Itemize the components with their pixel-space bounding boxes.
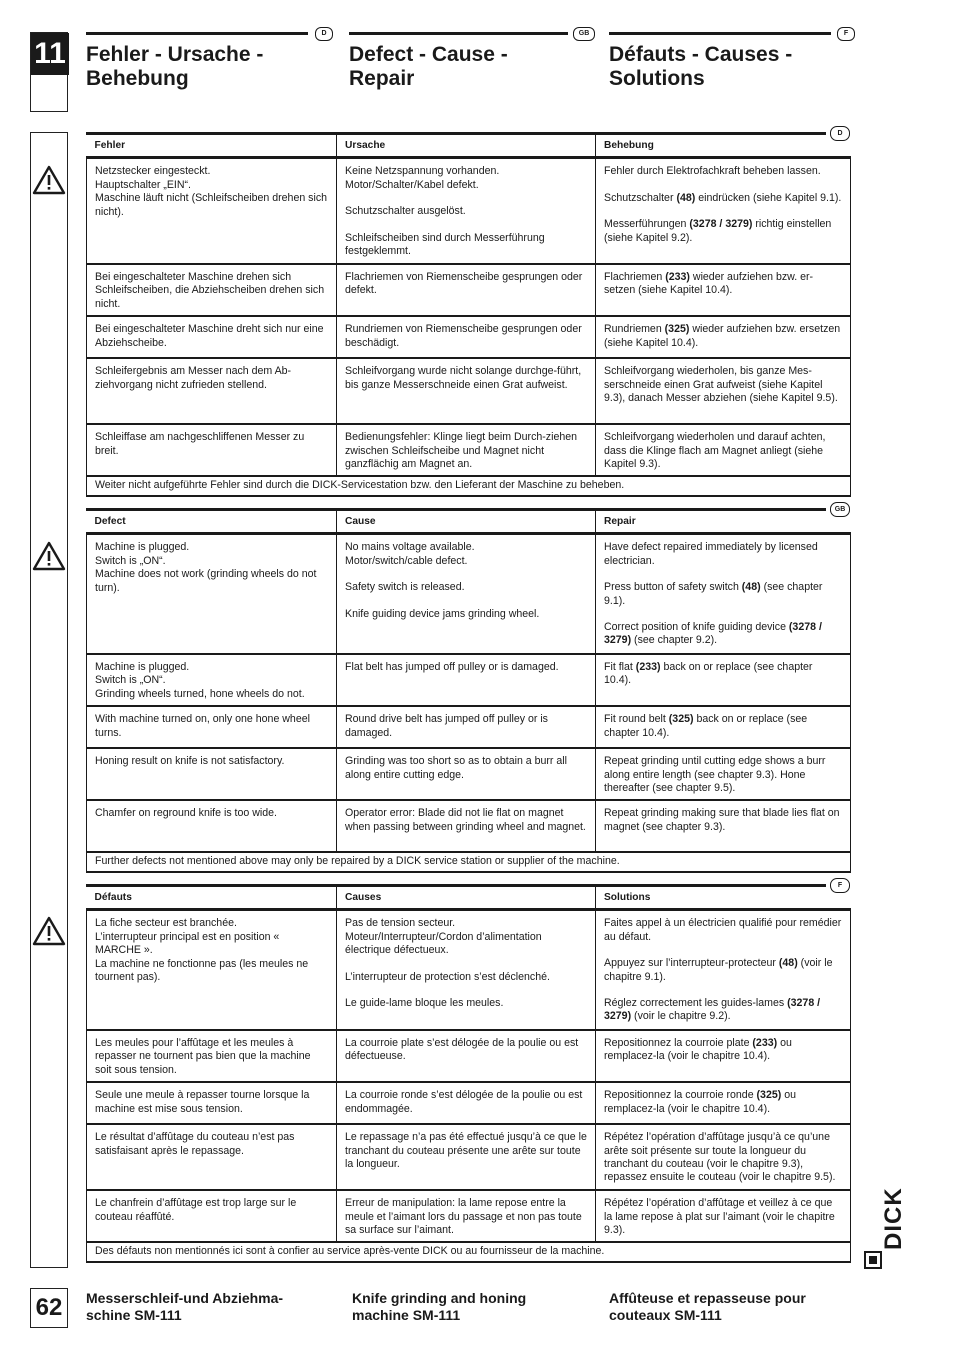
table-footer-row [87, 1242, 851, 1261]
part-number: (233) [752, 1036, 778, 1049]
table-row [87, 424, 851, 476]
cell-paragraph [604, 957, 842, 984]
table-row [87, 654, 851, 706]
fix-cell [596, 1190, 851, 1242]
table-row [87, 158, 851, 264]
cell-paragraph [604, 365, 842, 405]
fix-cell [596, 1082, 851, 1124]
fault-cell [87, 158, 337, 264]
column-header: Causes [337, 887, 596, 910]
table-row [87, 748, 851, 800]
text-run: Répétez l’opération d’affûtage jusqu’à ce qu’une arête soit présente sur toute la longueur du tranchant du couteau (voir le chapitre 9.3), repassez ensuite le couteau (voir le chapitre 9.5). [604, 1131, 836, 1184]
fault-cell [87, 1190, 337, 1242]
text-run: (voir le chapitre 9.2). [631, 1010, 731, 1023]
cell-paragraph: With machine turned on, only one hone wheel turns. [95, 713, 310, 739]
fix-cell [596, 158, 851, 264]
table-header-row [87, 135, 851, 158]
fix-cell [596, 800, 851, 852]
footer-title-fr: Affûteuse et repasseuse pour couteaux SM-111 [609, 1290, 806, 1323]
cell-paragraph [604, 1197, 842, 1237]
text-run: Have defect repaired immediately by licensed electrician. [604, 541, 818, 567]
text-run: Répétez l’opération d’affûtage et veillez à ce que la lame repose à plat sur l’aimant (voir le chapitre 9.3). [604, 1197, 835, 1236]
warning-icon [32, 915, 66, 947]
table [86, 135, 851, 497]
column-header: Ursache [337, 135, 596, 158]
text-run: Messerführungen [604, 218, 690, 231]
cell-paragraph [604, 581, 842, 608]
cause-cell [337, 1124, 596, 1190]
cause-cell [337, 748, 596, 800]
cell-paragraph: Le repassage n’a pas été effectué jusqu’à ce que le tranchant du couteau présente une arête sur toute la longueur. [345, 1131, 587, 1170]
table-row [87, 264, 851, 316]
cell-paragraph: Knife guiding device jams grinding wheel. [345, 607, 540, 620]
cell-paragraph: Le guide-lame bloque les meules. [345, 997, 504, 1010]
cell-paragraph: Netzstecker eingesteckt. Hauptschalter „EIN“. Maschine läuft nicht (Schleifscheiben drehen sich nicht). [95, 165, 328, 218]
text-run: wieder aufziehen bzw. ersetzen (siehe Kapitel 10.4). [604, 323, 841, 349]
warning-icon [32, 540, 66, 572]
fix-cell [596, 534, 851, 654]
column-header: Fehler [87, 135, 337, 158]
page-title: Defect - Cause - Repair [349, 43, 508, 90]
fault-cell [87, 654, 337, 706]
table-row [87, 1082, 851, 1124]
fault-cell [87, 706, 337, 748]
fault-cell [87, 534, 337, 654]
table-footer-note: Weiter nicht aufgeführte Fehler sind durch die DICK-Servicestation bzw. den Lieferant der Maschine zu beheben. [87, 476, 851, 495]
part-number: (48) [676, 191, 696, 204]
text-run: Schleifvorgang wiederholen, bis ganze Mes-serschneide einen Grat aufweist (siehe Kapitel 9.3), danach Messer abziehen (siehe Kapitel 9.5). [604, 365, 838, 404]
lang-badge: GB [830, 502, 850, 517]
part-number: (48) [741, 581, 761, 594]
cause-cell [337, 264, 596, 316]
cell-paragraph: Chamfer on reground knife is too wide. [95, 807, 277, 820]
page-title: Défauts - Causes - Solutions [609, 43, 793, 90]
part-number: (325) [664, 323, 690, 336]
text-run: Faites appel à un électricien qualifié pour remédier au défaut. [604, 917, 842, 943]
chapter-number: 11 [31, 33, 69, 75]
cell-paragraph: La fiche secteur est branchée. L’interrupteur principal est en position « MARCHE ». La machine ne fonctionne pas (les meules ne tournent pas). [95, 917, 309, 984]
cell-paragraph [604, 165, 842, 178]
cell-paragraph [604, 1037, 842, 1064]
fix-cell [596, 358, 851, 424]
fix-cell [596, 706, 851, 748]
text-run: Flachriemen [604, 270, 666, 283]
fix-cell [596, 316, 851, 358]
part-number: (3278 / 3279) [604, 997, 821, 1023]
fault-cell [87, 1124, 337, 1190]
column-header: Defect [87, 511, 337, 534]
fix-cell [596, 264, 851, 316]
cell-paragraph [604, 713, 842, 740]
part-number: (325) [756, 1089, 782, 1102]
table-row [87, 316, 851, 358]
cell-paragraph: Flat belt has jumped off pulley or is damaged. [345, 660, 559, 673]
cell-paragraph: Round drive belt has jumped off pulley or is damaged. [345, 713, 548, 739]
cell-paragraph: Rundriemen von Riemenscheibe gesprungen oder beschädigt. [345, 323, 582, 349]
text-run: Appuyez sur l’interrupteur-protecteur [604, 957, 779, 970]
brand-logo-text: DICK [880, 1187, 907, 1250]
text-run: Schutzschalter [604, 191, 677, 204]
lang-badge: D [830, 126, 850, 141]
cell-paragraph: Machine is plugged. Switch is „ON“. Grinding wheels turned, hone wheels do not. [95, 660, 305, 700]
cell-paragraph: Operator error: Blade did not lie flat on magnet when passing between grinding wheel and magnet. [345, 807, 586, 833]
page-number: 62 [30, 1288, 68, 1328]
cell-paragraph: No mains voltage available. Motor/switch/cable defect. [345, 541, 475, 567]
table-row [87, 910, 851, 1030]
cell-paragraph: Safety switch is released. [345, 581, 465, 594]
cell-paragraph: Schleifscheiben sind durch Messerführung festgeklemmt. [345, 231, 545, 258]
cause-cell [337, 358, 596, 424]
cause-cell [337, 316, 596, 358]
text-run: (see chapter 9.1). [604, 581, 823, 607]
cell-paragraph [604, 218, 842, 245]
cell-paragraph: Machine is plugged. Switch is „ON“. Machine does not work (grinding wheels do not turn). [95, 541, 317, 594]
part-number: (325) [668, 713, 694, 726]
text-run: Repeat grinding until cutting edge shows a burr along entire length (see chapter 9.3). Hone thereafter (see chapter 9.5). [604, 755, 826, 794]
text-run: Repositionnez la courroie ronde [604, 1089, 757, 1102]
cell-paragraph: Bedienungsfehler: Klinge liegt beim Durch-ziehen zwischen Schleifscheibe und Magnet nicht ganzflächig am Magnet an. [345, 431, 578, 470]
cell-paragraph [604, 997, 842, 1024]
text-run: (voir le chapitre 9.1). [604, 957, 833, 983]
text-run: Press button of safety switch [604, 581, 742, 594]
cell-paragraph [604, 541, 842, 568]
table-row [87, 1030, 851, 1082]
text-run: Rundriemen [604, 323, 665, 336]
table-header-row [87, 511, 851, 534]
table [86, 887, 851, 1263]
text-run: richtig einstellen (siehe Kapitel 9.2). [604, 218, 832, 244]
column-header: Behebung [596, 135, 851, 158]
lang-badge: F [837, 27, 855, 41]
fault-cell [87, 748, 337, 800]
chapter-box [30, 32, 68, 112]
fix-cell [596, 748, 851, 800]
fault-cell [87, 800, 337, 852]
cell-paragraph: Schutzschalter ausgelöst. [345, 205, 466, 218]
text-run: Schleifvorgang wiederholen und darauf achten, dass die Klinge flach am Magnet anliegt (siehe Kapitel 9.3). [604, 431, 826, 470]
text-run: Repeat grinding making sure that blade lies flat on magnet (see chapter 9.3). [604, 807, 840, 833]
table-row [87, 534, 851, 654]
table-row [87, 706, 851, 748]
cause-cell [337, 1082, 596, 1124]
cell-paragraph: Erreur de manipulation: la lame repose entre la meule et l’aimant lors du passage et non pas toute sa surface sur l’aimant. [345, 1197, 582, 1236]
cell-paragraph [604, 755, 842, 795]
cell-paragraph: Grinding was too short so as to obtain a burr all along entire cutting edge. [345, 755, 567, 781]
fault-cell [87, 424, 337, 476]
footer-title-de: Messerschleif-und Abziehma- schine SM-111 [86, 1290, 284, 1323]
cause-cell [337, 910, 596, 1030]
text-run: Fehler durch Elektrofachkraft beheben lassen. [604, 165, 821, 178]
cell-paragraph: Schleifergebnis am Messer nach dem Ab-ziehvorgang nicht zufrieden stellend. [95, 365, 292, 391]
lang-badge: D [315, 27, 333, 41]
column-header: Repair [596, 511, 851, 534]
table-footer-row [87, 852, 851, 871]
cause-cell [337, 800, 596, 852]
cell-paragraph: Honing result on knife is not satisfactory. [95, 755, 285, 768]
cell-paragraph [604, 917, 842, 944]
text-run: ou remplacez-la (voir le chapitre 10.4). [604, 1036, 792, 1063]
table-row [87, 1190, 851, 1242]
part-number: (233) [665, 270, 690, 283]
lang-badge: GB [573, 27, 595, 41]
part-number: (3278 / 3279) [604, 621, 822, 647]
cell-paragraph: Schleifvorgang wurde nicht solange durchge-führt, bis ganze Messerschneide einen Grat aufweist. [345, 365, 582, 391]
table-footer-note: Further defects not mentioned above may only be repaired by a DICK service station or supplier of the machine. [87, 852, 851, 871]
column-header: Solutions [596, 887, 851, 910]
cause-cell [337, 424, 596, 476]
fault-cell [87, 358, 337, 424]
table-footer-row [87, 476, 851, 495]
cause-cell [337, 706, 596, 748]
side-strip [30, 132, 68, 1268]
cause-cell [337, 1190, 596, 1242]
cell-paragraph: Schleiffase am nachgeschliffenen Messer zu breit. [95, 431, 305, 457]
fault-cell [87, 264, 337, 316]
text-run: Réglez correctement les guides-lames [604, 997, 788, 1010]
cell-paragraph [604, 661, 842, 688]
table-row [87, 358, 851, 424]
text-run: back on or replace (see chapter 10.4). [604, 660, 813, 687]
cell-paragraph: Le résultat d’affûtage du couteau n’est pas satisfaisant après le repassage. [95, 1131, 295, 1157]
table-row [87, 1124, 851, 1190]
cell-paragraph [604, 807, 842, 834]
fix-cell [596, 1124, 851, 1190]
footer-title-gb: Knife grinding and honing machine SM-111 [352, 1290, 527, 1323]
cell-paragraph [604, 431, 842, 471]
cell-paragraph [604, 1089, 842, 1116]
text-run: eindrücken (siehe Kapitel 9.1). [695, 191, 842, 204]
cell-paragraph: La courroie plate s’est délogée de la poulie ou est défectueuse. [345, 1036, 579, 1063]
text-run: Correct position of knife guiding device [604, 621, 789, 634]
column-header: Cause [337, 511, 596, 534]
cell-paragraph [604, 323, 842, 350]
cause-cell [337, 654, 596, 706]
text-run: Fit round belt [604, 713, 669, 726]
text-run: ou remplacez-la (voir le chapitre 10.4). [604, 1089, 796, 1115]
fix-cell [596, 1030, 851, 1082]
column-header: Défauts [87, 887, 337, 910]
cell-paragraph: Bei eingeschalteter Maschine drehen sich Schleifscheiben, die Abziehscheiben drehen sich nicht. [95, 270, 325, 310]
cause-cell [337, 158, 596, 264]
part-number: (48) [778, 957, 798, 970]
cell-paragraph: Bei eingeschalteter Maschine dreht sich nur eine Abziehscheibe. [95, 323, 324, 349]
cell-paragraph [604, 621, 842, 648]
cell-paragraph: Les meules pour l’affûtage et les meules à repasser ne tournent pas bien que la machine soit sous tension. [95, 1036, 311, 1076]
cell-paragraph: Flachriemen von Riemenscheibe gesprungen oder defekt. [345, 270, 583, 297]
cell-paragraph: Seule une meule à repasser tourne lorsque la machine est mise sous tension. [95, 1089, 310, 1115]
fault-cell [87, 910, 337, 1030]
cell-paragraph: La courroie ronde s’est délogée de la poulie ou est endommagée. [345, 1089, 583, 1115]
page-title: Fehler - Ursache - Behebung [86, 43, 264, 90]
fault-cell [87, 1082, 337, 1124]
fix-cell [596, 654, 851, 706]
part-number: (3278 / 3279) [689, 218, 753, 231]
cell-paragraph [604, 1131, 842, 1185]
cell-paragraph [604, 192, 842, 205]
text-run: back on or replace (see chapter 10.4). [604, 713, 808, 739]
fault-cell [87, 1030, 337, 1082]
text-run: wieder aufziehen bzw. er-setzen (siehe Kapitel 10.4). [604, 270, 814, 297]
cause-cell [337, 534, 596, 654]
table-footer-note: Des défauts non mentionnés ici sont à confier au service après-vente DICK ou au fournisseur de la machine. [87, 1242, 851, 1261]
cell-paragraph [604, 271, 842, 298]
cell-paragraph: Pas de tension secteur. Moteur/Interrupteur/Cordon d’alimentation électrique défectueux. [345, 917, 542, 957]
cause-cell [337, 1030, 596, 1082]
lang-badge: F [830, 878, 850, 893]
text-run: (see chapter 9.2). [631, 634, 718, 647]
fault-cell [87, 316, 337, 358]
fix-cell [596, 910, 851, 1030]
part-number: (233) [635, 660, 661, 673]
text-run: Repositionnez la courroie plate [604, 1036, 753, 1049]
fix-cell [596, 424, 851, 476]
warning-icon [32, 164, 66, 196]
table-header-row [87, 887, 851, 910]
cell-paragraph: L’interrupteur de protection s’est déclenché. [345, 970, 550, 983]
cell-paragraph: Le chanfrein d’affûtage est trop large sur le couteau réaffûté. [95, 1197, 297, 1223]
text-run: Fit flat [604, 660, 636, 673]
table [86, 511, 851, 873]
cell-paragraph: Keine Netzspannung vorhanden. Motor/Schalter/Kabel defekt. [345, 165, 500, 191]
table-row [87, 800, 851, 852]
